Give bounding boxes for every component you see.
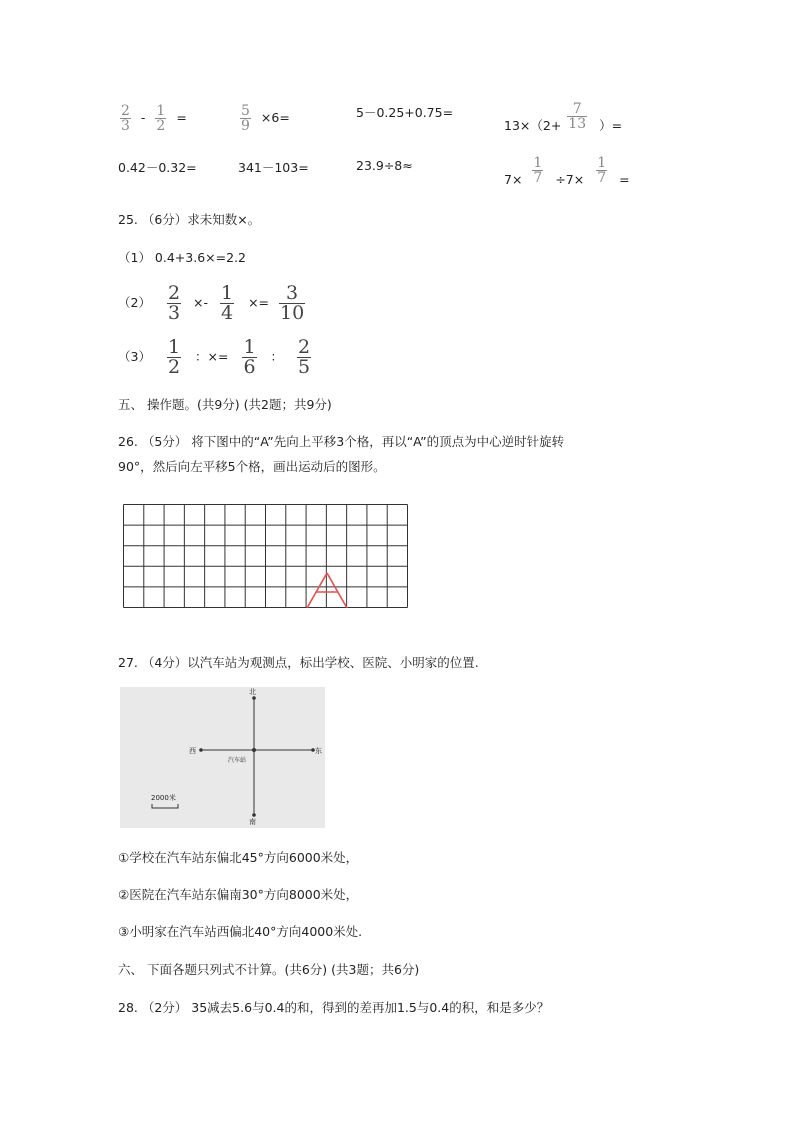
fraction: $\frac{3}{10}$: [280, 282, 305, 324]
map-origin-label: 汽车站: [228, 757, 247, 764]
q27-item3: ③小明家在汽车站西偏北40°方向4000米处.: [118, 924, 363, 939]
q25-part2: （2） $\frac{2}{3}$ ×- $\frac{1}{4}$ ×= $\frac{3}{10}$: [118, 282, 305, 324]
calc-r1c3: 5－0.25+0.75=: [356, 105, 454, 120]
fraction: $\frac{1}{2}$: [156, 103, 166, 134]
q27-item1: ①学校在汽车站东偏北45°方向6000米处，: [118, 850, 359, 865]
fraction: $\frac{2}{3}$: [167, 282, 181, 324]
letter-a-shape: [307, 573, 347, 608]
fraction: $\frac{2}{3}$: [121, 103, 130, 134]
calc-r2c2: 341－103=: [238, 160, 309, 175]
q27-title: 27. （4分）以汽车站为观测点，标出学校、医院、小明家的位置.: [118, 655, 479, 670]
map-east-label: 东: [315, 747, 322, 755]
fraction: $\frac{1}{4}$: [220, 282, 234, 324]
calc-r1c2: $\frac{5}{9}$ ×6=: [241, 103, 290, 134]
map-north-label: 北: [249, 688, 256, 696]
fraction: $\frac{1}{2}$: [167, 336, 181, 378]
q26-line2: 90°，然后向左平移5个格，画出运动后的图形。: [118, 459, 386, 474]
fraction: $\frac{2}{5}$: [298, 336, 311, 378]
calc-r2c3: 23.9÷8≈: [356, 158, 413, 173]
map-south-label: 南: [249, 818, 256, 826]
q25-part3: （3） $\frac{1}{2}$ ：×= $\frac{1}{6}$ ： $\frac{2}{5}$: [118, 336, 311, 378]
q26-line1: 26. （5分） 将下图中的“A”先向上平移3个格，再以“A”的顶点为中心逆时针旋转: [118, 434, 565, 449]
fraction: $\frac{5}{9}$: [241, 103, 250, 134]
fraction: $\frac{1}{7}$: [533, 155, 543, 186]
fraction: $\frac{1}{7}$: [597, 155, 607, 186]
fraction: $\frac{7}{13}$: [568, 101, 587, 132]
q27-item2: ②医院在汽车站东偏南30°方向8000米处，: [118, 887, 359, 902]
q27-map: [120, 687, 325, 828]
map-scale-label: 2000米: [151, 794, 176, 802]
calc-r1c1: $\frac{2}{3}$ - $\frac{1}{2}$ =: [121, 103, 187, 134]
calc-r1c4: 13×（2+ $\frac{7}{13}$ ）=: [504, 101, 623, 133]
map-west-label: 西: [189, 747, 196, 755]
compass-axes: [120, 687, 325, 828]
q28-text: 28. （2分） 35减去5.6与0.4的和，得到的差再加1.5与0.4的积，和是多少？: [118, 1000, 550, 1015]
fraction: $\frac{1}{6}$: [243, 336, 256, 378]
q25-title: 25. （6分）求未知数×。: [118, 212, 261, 227]
section-6-heading: 六、 下面各题只列式不计算。(共6分) (共3题；共6分): [118, 962, 420, 977]
q25-part1: （1） 0.4+3.6×=2.2: [118, 250, 246, 265]
section-5-heading: 五、 操作题。(共9分) (共2题；共9分): [118, 397, 332, 412]
calc-r2c4: 7× $\frac{1}{7}$ ÷7× $\frac{1}{7}$ =: [504, 155, 630, 187]
calc-r2c1: 0.42－0.32=: [118, 160, 197, 175]
q26-grid: [123, 504, 408, 608]
